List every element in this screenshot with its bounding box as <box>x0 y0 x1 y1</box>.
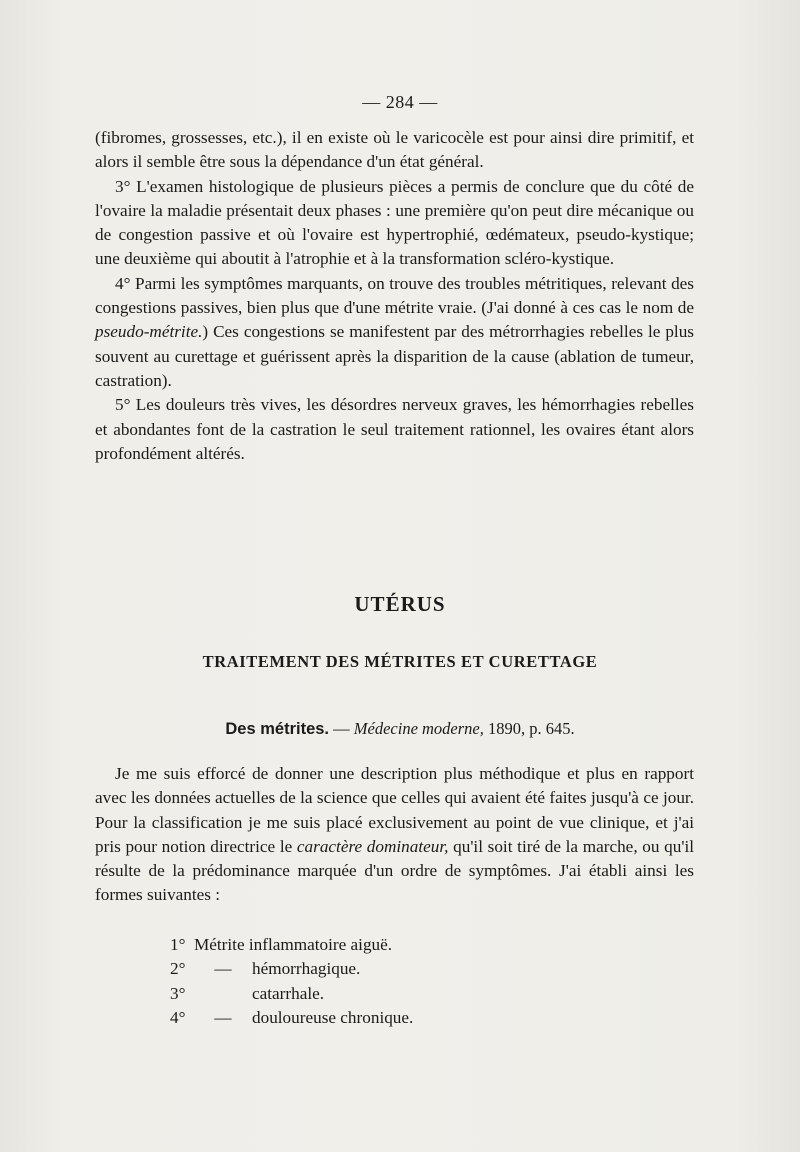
list-item-number: 3° <box>170 983 186 1003</box>
list-item <box>170 982 413 1006</box>
point-4-paragraph <box>95 272 694 393</box>
citation-line <box>0 719 800 739</box>
point-4-text-start: 4° Parmi les symptômes marquants, on trouve des troubles métritiques, relevant des congestions passives, bien plus que d'une métrite vraie. (J'ai donné à ces cas le nom de <box>95 273 694 318</box>
list-item-text: douloureuse chronique. <box>252 1007 414 1027</box>
metrites-italic-term: caractère dominateur, <box>296 836 449 856</box>
list-item-text: Métrite inflammatoire aiguë. <box>194 935 393 954</box>
list-item-number: 1° <box>170 935 186 954</box>
forms-list <box>170 933 413 1030</box>
metrites-text-end: qu'il soit tiré de la marche, ou qu'il résulte de la prédominance marquée d'un ordre de symptômes. J'ai établi ainsi les formes suivantes : <box>95 836 694 905</box>
point-5-paragraph: 5° Les douleurs très vives, les désordres nerveux graves, les hémorrhagies rebelles et abondantes font de la castration le seul traitement rationnel, les ovaires étant alors profondément altérés. <box>95 395 694 463</box>
list-item <box>170 1006 413 1030</box>
list-item-dash: — <box>214 959 232 979</box>
metrites-paragraph <box>95 762 694 908</box>
section-title: UTÉRUS <box>354 592 446 616</box>
subsection-title: TRAITEMENT DES MÉTRITES ET CURETTAGE <box>202 652 598 671</box>
list-item-text: hémorrhagique. <box>252 959 361 979</box>
list-item <box>170 933 413 957</box>
metrites-text-start: Je me suis efforcé de donner une description plus méthodique et plus en rapport avec les données actuelles de la science que celles qui avaient été faites jusqu'à ce jour. Pour la classification je me suis placé exclusivement au point de vue clinique, et j'ai pris pour notion directrice le <box>95 764 694 856</box>
list-item-dash: — <box>214 1007 232 1027</box>
point-4-italic-term: pseudo-métrite. <box>95 322 203 342</box>
list-item-text: catarrhale. <box>252 983 325 1003</box>
text-block-metrites <box>95 762 694 908</box>
continuation-paragraph: (fibromes, grossesses, etc.), il en existe où le varicocèle est pour ainsi dire primitif, et alors il semble être sous la dépendance d'un état général. <box>95 128 694 172</box>
list-item <box>170 957 413 981</box>
citation-title: Des métrites. <box>225 720 330 738</box>
point-4-text-end: ) Ces congestions se manifestent par des métrorrhagies rebelles le plus souvent au curettage et guérissent après la disparition de la cause (ablation de tumeur, castration). <box>95 322 694 390</box>
list-item-number: 4° <box>170 1007 186 1027</box>
list-item-number: 2° <box>170 959 186 979</box>
citation-journal: Médecine moderne, <box>353 719 484 738</box>
page-number: — 284 — <box>362 92 438 112</box>
text-block-conclusions <box>95 126 694 466</box>
point-3-paragraph: 3° L'examen histologique de plusieurs pièces a permis de conclure que du côté de l'ovaire la maladie présentait deux phases : une première qu'on peut dire mécanique ou de congestion passive et où l'ovaire est hypertrophié, œdémateux, pseudo-kystique; une deuxième qui aboutit à l'atrophie et à la transformation scléro-kystique. <box>95 176 694 269</box>
citation-dash: — <box>329 719 354 738</box>
citation-reference: 1890, p. 645. <box>483 719 575 738</box>
